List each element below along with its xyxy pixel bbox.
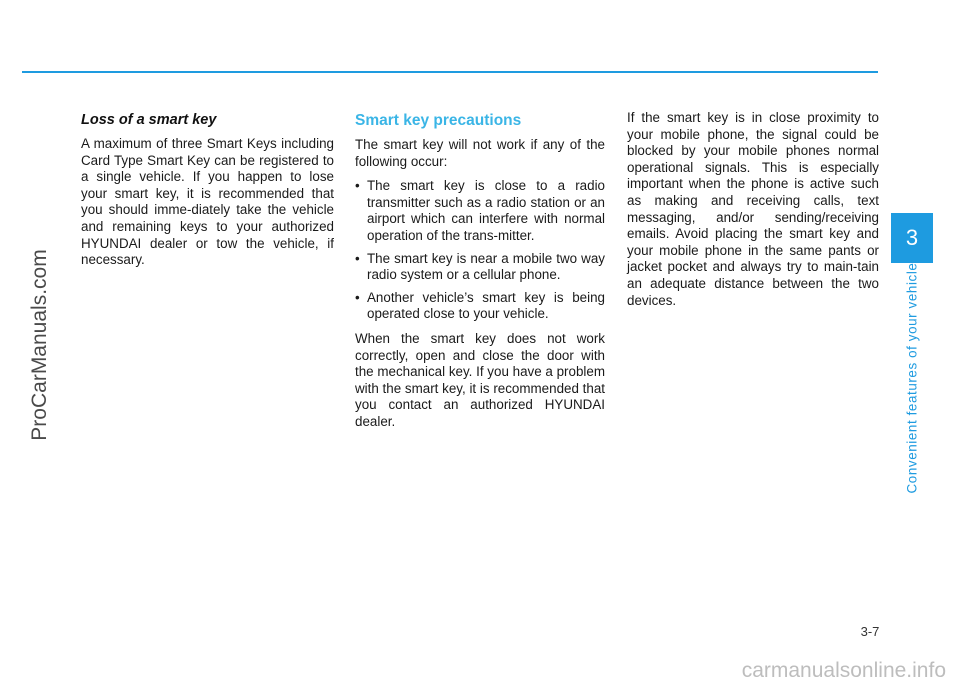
precautions-intro: The smart key will not work if any of the following occur: (355, 137, 605, 169)
precautions-list (355, 178, 605, 323)
header-rule (22, 71, 878, 73)
list-item-text: The smart key is near a mobile two way radio system or a cellular phone. (367, 250, 605, 283)
column-loss-of-key (81, 111, 334, 277)
list-item (355, 178, 605, 244)
loss-of-key-paragraph: A maximum of three Smart Keys including Card Type Smart Key can be registered to a single vehicle. If you happen to lose your smart key, it is recommended that you should imme-diately take the vehicle and remaining keys to your authorized HYUNDAI dealer or tow the vehicle, if necessary. (81, 136, 334, 268)
list-item (355, 290, 605, 323)
mobile-phone-paragraph: If the smart key is in close proximity to your mobile phone, the signal could be blocked by your mobile phones normal operational signals. This is especially important when the phone is active such as making and receiving calls, text messaging, and/or sending/receiving emails. Avoid placing the smart key and your mobile phone in the same pants or jacket pocket and always try to main-tain an adequate distance between the two devices. (627, 110, 879, 308)
list-item (355, 251, 605, 284)
list-item-text: The smart key is close to a radio transmitter such as a radio station or an airport which can interfere with normal operation of the trans-mitter. (367, 178, 605, 243)
column-precautions (355, 111, 605, 439)
loss-of-key-heading: Loss of a smart key (81, 112, 217, 128)
precautions-closing: When the smart key does not work correctly, open and close the door with the mechanical key. If you have a problem with the smart key, it is recommended that you contact an authorized HYUNDAI dealer. (355, 330, 605, 429)
column-mobile-phone (627, 110, 879, 317)
precautions-heading: Smart key precautions (355, 112, 522, 129)
bullet-icon: • (355, 178, 360, 194)
bullet-icon: • (355, 289, 360, 305)
list-item-text: Another vehicle’s smart key is being operated close to your vehicle. (367, 289, 605, 322)
page-number: 3-7 (860, 624, 880, 639)
chapter-title: Convenient features of your vehicle (904, 262, 920, 494)
bottom-watermark: carmanualsonline.info (741, 659, 946, 682)
side-watermark: ProCarManuals.com (28, 249, 51, 441)
bullet-icon: • (355, 250, 360, 266)
chapter-number-tab: 3 (891, 213, 933, 263)
